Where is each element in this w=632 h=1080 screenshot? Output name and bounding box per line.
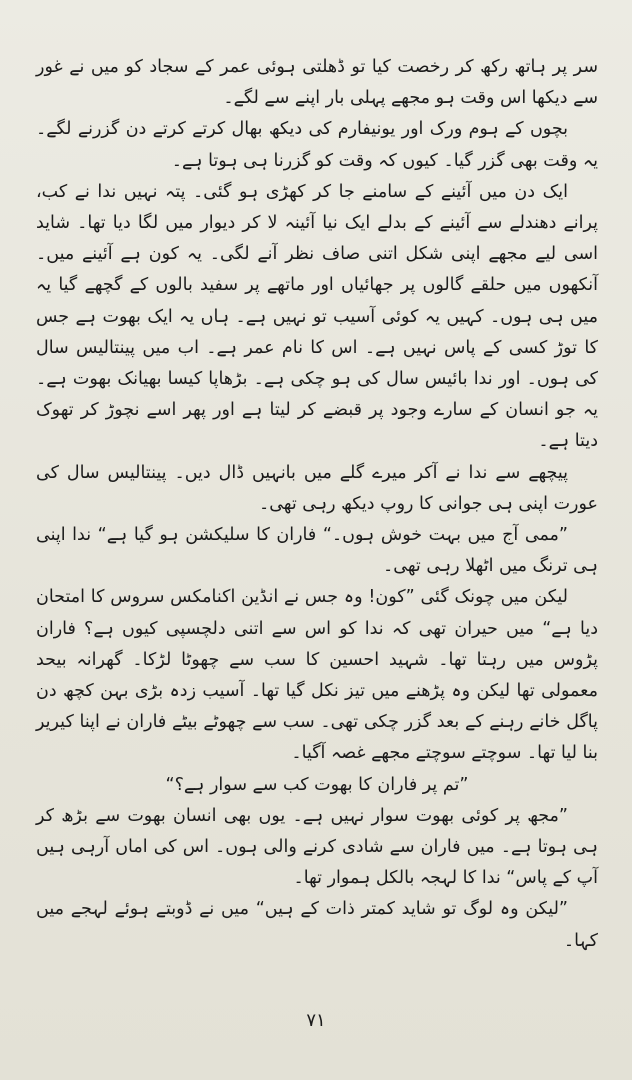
paragraph: سر پر ہاتھ رکھ کر رخصت کیا تو ڈھلتی ہوئی عمر کے سجاد کو میں نے غور سے دیکھا اس وقت ہو مجھے پہلی بار اپنے سے لگے۔: [36, 57, 598, 109]
paragraph: ”ممی آج میں بہت خوش ہوں۔“ فاران کا سلیکشن ہو گیا ہے“ ندا اپنی ہی ترنگ میں اٹھلا رہی تھی۔: [36, 525, 598, 577]
paragraph: ایک دن میں آئینے کے سامنے جا کر کھڑی ہو گئی۔ پتہ نہیں ندا نے کب، پرانے دھندلے سے آئینے کے بدلے ایک نیا آئینہ لا کر دیوار میں لگا دیا تھا۔ شاید اسی لیے مجھے اپنی شکل اتنی صاف نظر آنے لگی۔ یہ کون ہے آئینے میں۔ آنکھوں میں حلقے گالوں پر جھائیاں اور ماتھے پر سفید بالوں کے گچھے گیا یہ میں ہی ہوں۔ کہیں یہ کوئی آسیب تو نہیں ہے۔ ہاں یہ ایک بھوت ہے جس کا توڑ کسی کے پاس نہیں ہے۔ اس کا نام عمر ہے۔ اب میں پینتالیس سال کی ہوں۔ اور ندا بائیس سال کی ہو چکی ہے۔ بڑھاپا کیسا بھیانک بھوت ہے۔ یہ جو انسان کے سارے وجود پر قبضے کر لیتا ہے اور پھر اسے نچوڑ کر تھوک دیتا ہے۔: [36, 181, 598, 452]
paragraph: پیچھے سے ندا نے آکر میرے گلے میں بانہیں ڈال دیں۔ پینتالیس سال کی عورت اپنی ہی جوانی کا روپ دیکھ رہی تھی۔: [36, 462, 598, 514]
page-body: [36, 52, 598, 957]
paragraph: ”لیکن وہ لوگ تو شاید کمتر ذات کے ہیں“ میں نے ڈوبتے ہوئے لہجے میں کہا۔: [36, 899, 598, 951]
paragraph: لیکن میں چونک گئی ”کون! وہ جس نے انڈین اکنامکس سروس کا امتحان دیا ہے“ میں حیران تھی کہ ندا کو اس سے اتنی دلچسپی کیوں ہے؟ فاران پڑوس میں رہتا تھا۔ شہید احسین کا سب سے چھوٹا لڑکا۔ گھرانہ بیحد معمولی تھا لیکن وہ پڑھنے میں تیز نکل گیا تھا۔ آسیب زدہ بڑی بہن کچھ دن پاگل خانے رہنے کے بعد گزر چکی تھی۔ سب سے چھوٹے بیٹے فاران نے اپنا کیریر بنا لیا تھا۔ سوچتے سوچتے مجھے غصہ آگیا۔: [36, 587, 598, 764]
paragraph: ”مجھ پر کوئی بھوت سوار نہیں ہے۔ یوں بھی انسان بھوت سے بڑھ کر ہی ہوتا ہے۔ میں فاران سے شادی کرنے والی ہوں۔ اس کی اماں آرہی ہیں آپ کے پاس“ ندا کا لہجہ بالکل ہموار تھا۔: [36, 805, 598, 889]
paragraph: ”تم پر فاران کا بھوت کب سے سوار ہے؟“: [165, 774, 469, 795]
paragraph: بچوں کے ہوم ورک اور یونیفارم کی دیکھ بھال کرتے کرتے دن گزرنے لگے۔ یہ وقت بھی گزر گیا۔ کیوں کہ وقت کو گزرنا ہی ہوتا ہے۔: [36, 119, 598, 171]
page-number: ۷۱: [306, 1010, 326, 1031]
